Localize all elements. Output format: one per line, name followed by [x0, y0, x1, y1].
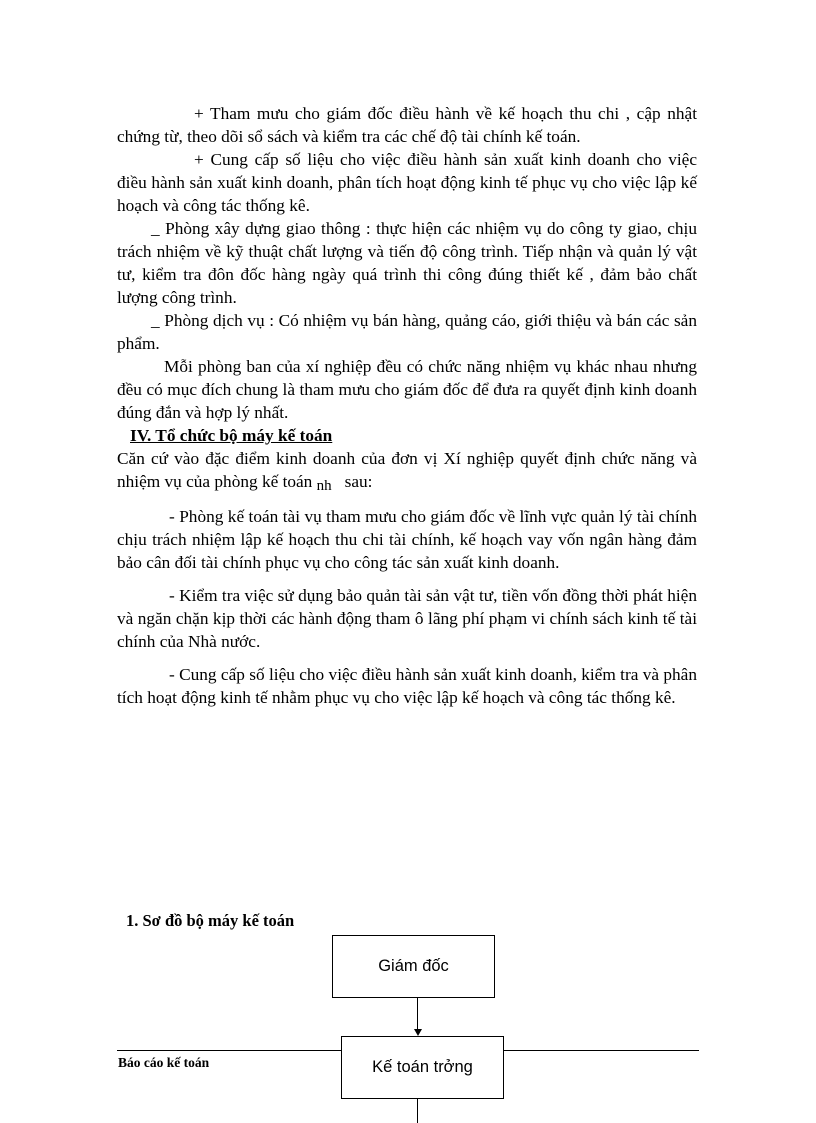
director-box-label: Giám đốc [378, 957, 449, 975]
connector-chief-down [417, 1099, 418, 1123]
paragraph-departments-summary: Mỗi phòng ban của xí nghiệp đều có chức năng nhiệm vụ khác nhau nhưng đều có mục đích chung là tham mưu cho giám đốc để đưa ra quyết định kinh doanh đúng đắn và hợp lý nhất. [117, 357, 697, 422]
paragraph-provide-data: + Cung cấp số liệu cho việc điều hành sản xuất kinh doanh cho việc điều hành sản xuất kinh doanh, phân tích hoạt động kinh tế phục vụ cho việc lập kế hoạch và công tác thống kê. [117, 150, 697, 215]
connector-director-chief [417, 998, 418, 1029]
diagram-title: 1. Sơ đồ bộ máy kế toán [126, 911, 295, 930]
horizontal-line-right [504, 1050, 699, 1051]
chief-accountant-label: Kế toán trởng [372, 1058, 473, 1076]
intro-end: sau: [344, 472, 373, 491]
horizontal-line-left [117, 1050, 341, 1051]
paragraph-service-dept: _ Phòng dịch vụ : Có nhiệm vụ bán hàng, quảng cáo, giới thiệu và bán các sản phẩm. [117, 311, 697, 353]
paragraph-advise-director: + Tham mưu cho giám đốc điều hành về kế hoạch thu chi , cập nhật chứng từ, theo dõi sổ sách và kiểm tra các chế độ tài chính kế toán. [117, 104, 697, 146]
intro-subscript: nh [316, 478, 332, 494]
paragraph-data-analysis: - Cung cấp số liệu cho việc điều hành sản xuất kinh doanh, kiểm tra và phân tích hoạt động kinh tế nhằm phục vụ cho việc lập kế hoạch và công tác thống kê. [117, 665, 697, 707]
intro-text: Căn cứ vào đặc điểm kinh doanh của đơn vị Xí nghiệp quyết định chức năng và nhiệm vụ của phòng kế toán [117, 449, 697, 491]
director-box [332, 935, 495, 998]
section-heading: IV. Tổ chức bộ máy kế toán [130, 426, 333, 445]
arrow-down-icon [414, 1029, 422, 1036]
document-body [117, 102, 697, 709]
chief-accountant-box [341, 1036, 504, 1099]
paragraph-asset-control: - Kiểm tra việc sử dụng bảo quản tài sản vật tư, tiền vốn đồng thời phát hiện và ngăn chặn kịp thời các hành động tham ô lãng phí phạm vi chính sách kinh tế tài chính của Nhà nước. [117, 586, 697, 651]
accounting-report-label: Báo cáo kế toán [118, 1055, 210, 1070]
paragraph-finance-dept: - Phòng kế toán tài vụ tham mưu cho giám đốc về lĩnh vực quản lý tài chính chịu trách nhiệm lập kế hoạch thu chi tài chính, kế hoạch vay vốn ngân hàng đảm bảo cân đối tài chính phục vụ cho công tác sản xuất kinh doanh. [117, 507, 697, 572]
paragraph-construction-dept: _ Phòng xây dựng giao thông : thực hiện các nhiệm vụ do công ty giao, chịu trách nhiệm về kỹ thuật chất lượng và tiến độ công trình. Tiếp nhận và quản lý vật tư, kiểm tra đôn đốc hàng ngày quá trình thi công đúng thiết kế , đảm bảo chất lượng công trình. [117, 219, 697, 307]
paragraph-accounting-intro [117, 447, 697, 495]
